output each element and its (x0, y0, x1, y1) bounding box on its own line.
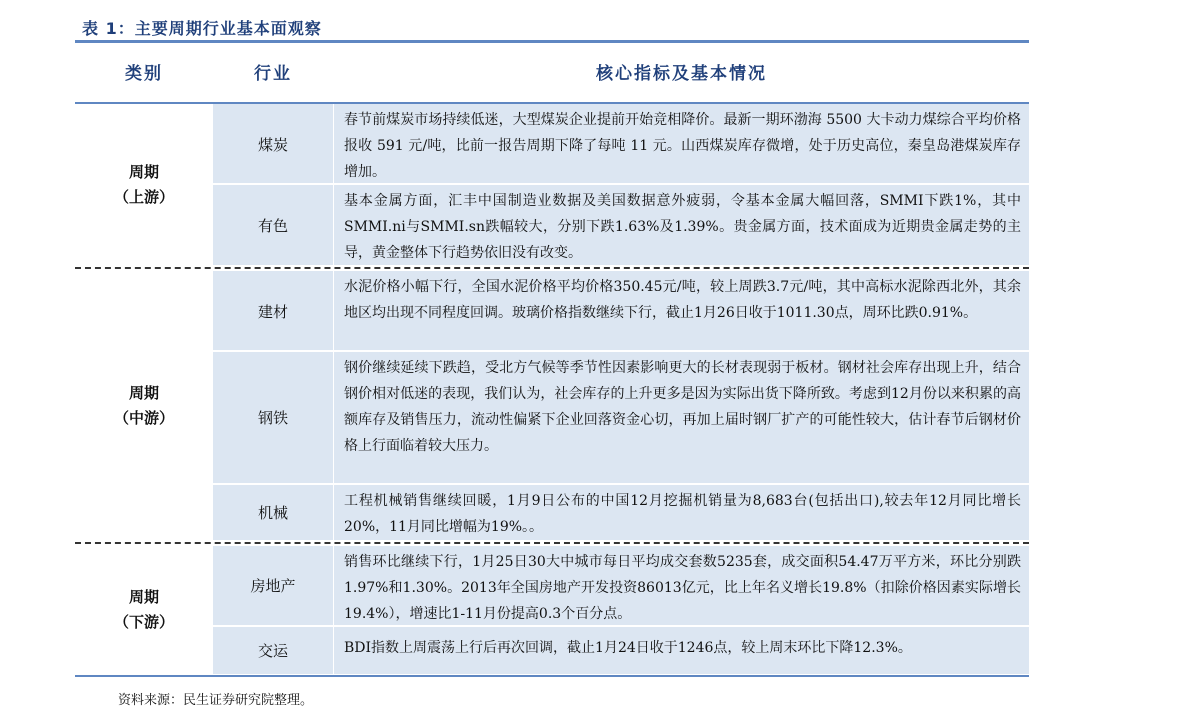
header-category: 类别 (125, 64, 163, 84)
category-midstream (75, 271, 213, 540)
detail-cell: 销售环比继续下行，1月25日30大中城市每日平均成交套数5235套，成交面积54.47万平方米，环比分别跌1.97%和1.30%。2013年全国房地产开发投资86013亿元，比上年名义增长19.8%（扣除价格因素实际增长19.4%），增速比1-11月份提高0.3个百分点。 (344, 554, 1021, 622)
category-upstream (75, 104, 213, 265)
industry-cell: 有色 (257, 216, 288, 235)
category-downstream (75, 546, 213, 674)
category-sublabel: （中游） (113, 408, 174, 427)
group-separator-dashed (75, 267, 1029, 269)
category-label: 周期 (128, 383, 159, 402)
header-industry: 行业 (254, 64, 292, 84)
detail-cell: 春节前煤炭市场持续低迷，大型煤炭企业提前开始竞相降价。最新一期环渤海 5500 大卡动力煤综合平均价格报收 591 元/吨，比前一报告周期下降了每吨 11 元。山西煤炭库存微增，处于历史高位，秦皇岛港煤炭库存增加。 (344, 112, 1021, 180)
detail-cell: 工程机械销售继续回暖，1月9日公布的中国12月挖掘机销量为8,683台(包括出口),较去年12月同比增长20%，11月同比增幅为19%。。 (344, 493, 1021, 535)
category-sublabel: （上游） (113, 187, 174, 206)
caption-rule (75, 40, 1029, 43)
industry-cell: 建材 (257, 302, 288, 321)
industry-cell: 房地产 (250, 577, 296, 595)
table-bottom-rule (75, 675, 1029, 677)
industry-cell: 交运 (257, 642, 288, 660)
detail-cell: 水泥价格小幅下行，全国水泥价格平均价格350.45元/吨，较上周跌3.7元/吨，其中高标水泥除西北外，其余地区均出现不同程度回调。玻璃价格指数继续下行，截止1月26日收于1011.30点，周环比跌0.91%。 (344, 279, 1021, 321)
detail-cell: 钢价继续延续下跌趋，受北方气候等季节性因素影响更大的长材表现弱于板材。钢材社会库存出现上升，结合钢价相对低迷的表现，我们认为，社会库存的上升更多是因为实际出货下降所致。考虑到12月份以来积累的高额库存及销售压力，流动性偏紧下企业回落资金心切，再加上届时钢厂扩产的可能性较大，估计春节后钢材价格上行面临着较大压力。 (344, 360, 1021, 454)
industry-cell: 煤炭 (257, 135, 288, 154)
header-detail: 核心指标及基本情况 (596, 64, 767, 84)
category-sublabel: （下游） (113, 613, 174, 631)
source-note: 资料来源：民生证券研究院整理。 (118, 693, 314, 708)
detail-cell: BDI指数上周震荡上行后再次回调，截止1月24日收于1246点，较上周末环比下降12.3%。 (344, 640, 912, 656)
table-caption: 表 1：主要周期行业基本面观察 (82, 19, 322, 38)
industry-cell: 钢铁 (257, 409, 288, 427)
group-separator-dashed (75, 542, 1029, 544)
category-label: 周期 (128, 162, 159, 181)
category-label: 周期 (128, 588, 159, 606)
detail-cell: 基本金属方面，汇丰中国制造业数据及美国数据意外疲弱，令基本金属大幅回落，SMMI下跌1%，其中SMMI.ni与SMMI.sn跌幅较大，分别下跌1.63%及1.39%。贵金属方面，技术面成为近期贵金属走势的主导，黄金整体下行趋势依旧没有改变。 (344, 193, 1021, 261)
industry-cell: 机械 (257, 504, 288, 522)
